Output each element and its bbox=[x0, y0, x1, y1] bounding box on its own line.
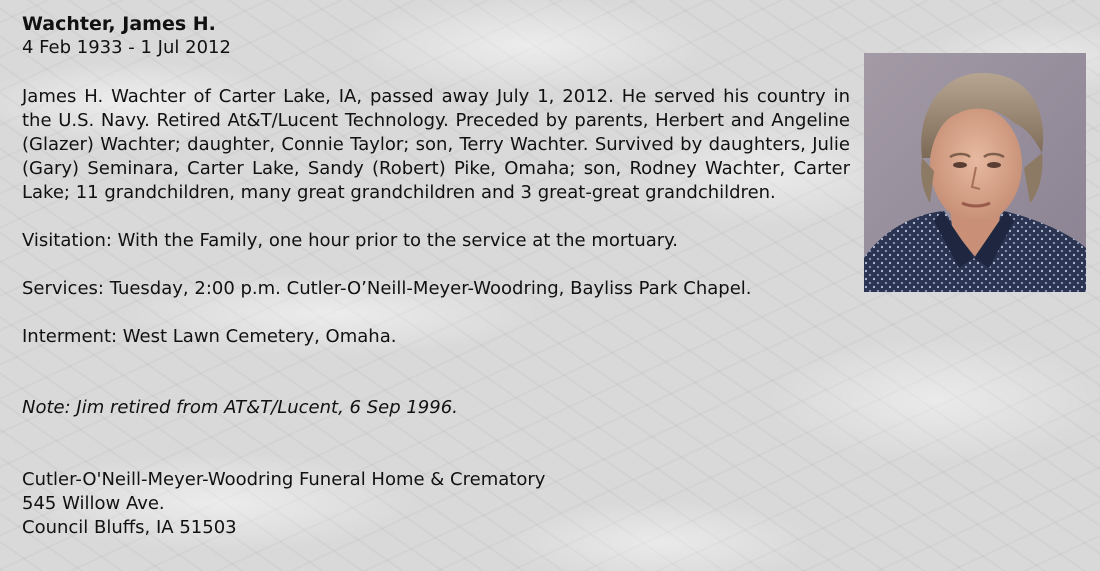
funeral-home-name: Cutler-O'Neill-Meyer-Woodring Funeral Home & Crematory bbox=[22, 469, 546, 490]
spacer bbox=[22, 349, 850, 396]
spacer bbox=[22, 60, 850, 85]
spacer bbox=[22, 253, 850, 277]
services-text: Services: Tuesday, 2:00 p.m. Cutler-O’Neill-Meyer-Woodring, Bayliss Park Chapel. bbox=[22, 278, 752, 299]
obituary-dates: 4 Feb 1933 - 1 Jul 2012 bbox=[22, 37, 231, 58]
funeral-home-city: Council Bluffs, IA 51503 bbox=[22, 517, 237, 538]
portrait-image bbox=[864, 53, 1086, 292]
spacer bbox=[22, 205, 850, 229]
interment-text: Interment: West Lawn Cemetery, Omaha. bbox=[22, 326, 397, 347]
funeral-home-street: 545 Willow Ave. bbox=[22, 493, 165, 514]
portrait-photo bbox=[864, 53, 1086, 292]
spacer bbox=[22, 420, 850, 468]
obituary-name: Wachter, James H. bbox=[22, 13, 216, 35]
visitation-text: Visitation: With the Family, one hour prior to the service at the mortuary. bbox=[22, 230, 678, 251]
obituary-note: Note: Jim retired from AT&T/Lucent, 6 Sep 1996. bbox=[22, 397, 458, 418]
spacer bbox=[22, 301, 850, 325]
obituary-content bbox=[22, 12, 850, 540]
obituary-body: James H. Wachter of Carter Lake, IA, passed away July 1, 2012. He served his country in the U.S. Navy. Retired At&T/Lucent Technology. Preceded by parents, Herbert and Angeline (Glazer) Wachter; daughter, Connie Taylor; son, Terry Wachter. Survived by daughters, Julie (Gary) Seminara, Carter Lake, Sandy (Robert) Pike, Omaha; son, Rodney Wachter, Carter Lake; 11 grandchildren, many great grandchildren and 3 great-great grandchildren. bbox=[22, 86, 850, 203]
